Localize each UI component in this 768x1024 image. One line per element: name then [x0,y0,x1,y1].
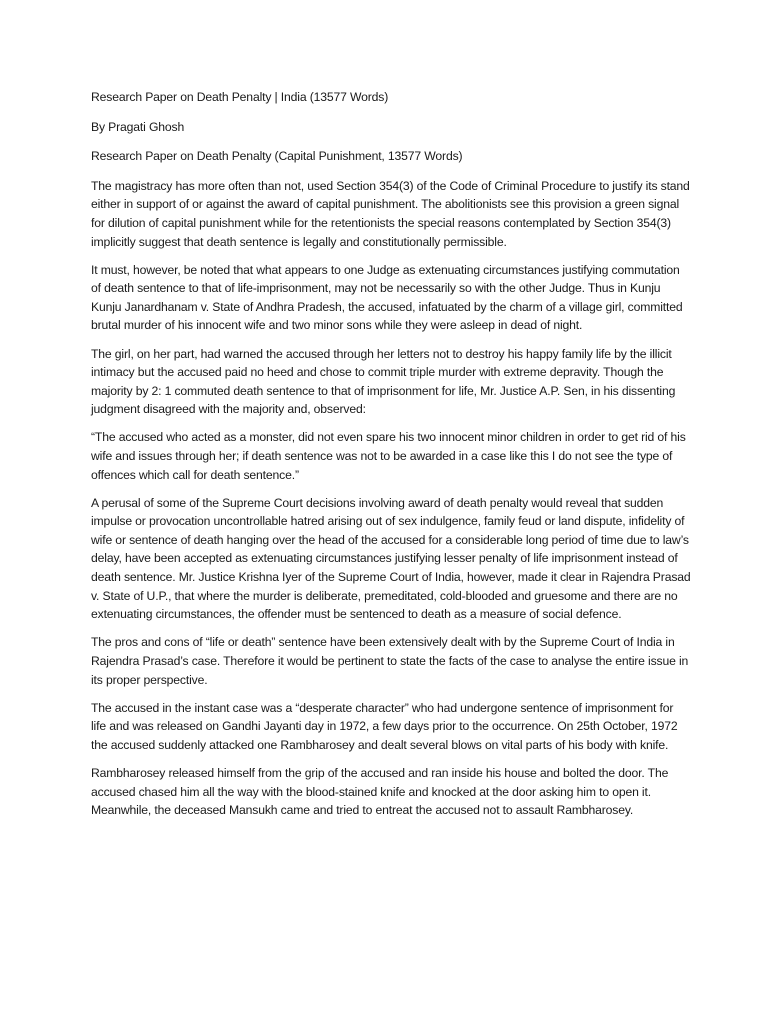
paragraph-3: The girl, on her part, had warned the accused through her letters not to destroy his happy family life by the illicit intimacy but the accused paid no heed and chose to commit triple murder with extreme depravity. Though the majority by 2: 1 commuted death sentence to that of imprisonment for life, Mr. Justice A.P. Sen, in his dissenting judgment disagreed with the majority and, observed: [91,346,676,417]
paragraph-5: A perusal of some of the Supreme Court decisions involving award of death penalty would reveal that sudden impulse or provocation uncontrollable hatred arising out of sex indulgence, family feud or land dispute, infidelity of wife or sentence of death hanging over the head of the accused for a considerable long period of time due to law’s delay, have been accepted as extenuating circumstances justifying lesser penalty of life imprisonment instead of death sentence. Mr. Justice Krishna Iyer of the Supreme Court of India, however, made it clear in Rajendra Prasad v. State of U.P., that where the murder is deliberate, premeditated, cold-blooded and gruesome and there are no extenuating circumstances, the offender must be sentenced to death as a measure of social defence. [91,495,691,622]
document-subtitle: Research Paper on Death Penalty (Capital Punishment, 13577 Words) [91,149,463,164]
paragraph-1: The magistracy has more often than not, used Section 354(3) of the Code of Criminal Procedure to justify its stand either in support of or against the award of capital punishment. The abolitionists see this provision a green signal for dilution of capital punishment while for the retentionists the special reasons contemplated by Section 354(3) implicitly suggest that death sentence is legally and constitutionally permissible. [91,178,690,249]
document-page [91,88,691,829]
paragraph-8: Rambharosey released himself from the grip of the accused and ran inside his house and bolted the door. The accused chased him all the way with the blood-stained knife and knocked at the door asking him to open it. Meanwhile, the deceased Mansukh came and tried to entreat the accused not to assault Rambharosey. [91,765,669,818]
paragraph-6: The pros and cons of “life or death” sentence have been extensively dealt with by the Supreme Court of India in Rajendra Prasad’s case. Therefore it would be pertinent to state the facts of the case to analyse the entire issue in its proper perspective. [91,635,689,687]
author-byline: By Pragati Ghosh [91,119,185,134]
document-title: Research Paper on Death Penalty | India (13577 Words) [91,90,389,104]
paragraph-7: The accused in the instant case was a “desperate character” who had undergone sentence of imprisonment for life and was released on Gandhi Jayanti day in 1972, a few days prior to the occurrence. On 25th October, 1972 the accused suddenly attacked one Rambharosey and dealt several blows on vital parts of his body with knife. [91,700,678,752]
quotation-paragraph: “The accused who acted as a monster, did not even spare his two innocent minor children in order to get rid of his wife and issues through her; if death sentence was not to be awarded in a case like this I do not see the type of offences which call for death sentence.” [91,430,686,482]
paragraph-2: It must, however, be noted that what appears to one Judge as extenuating circumstances justifying commutation of death sentence to that of life-imprisonment, may not be necessarily so with the other Judge. Thus in Kunju Kunju Janardhanam v. State of Andhra Pradesh, the accused, infatuated by the charm of a village girl, committed brutal murder of his innocent wife and two minor sons while they were asleep in dead of night. [91,262,683,333]
